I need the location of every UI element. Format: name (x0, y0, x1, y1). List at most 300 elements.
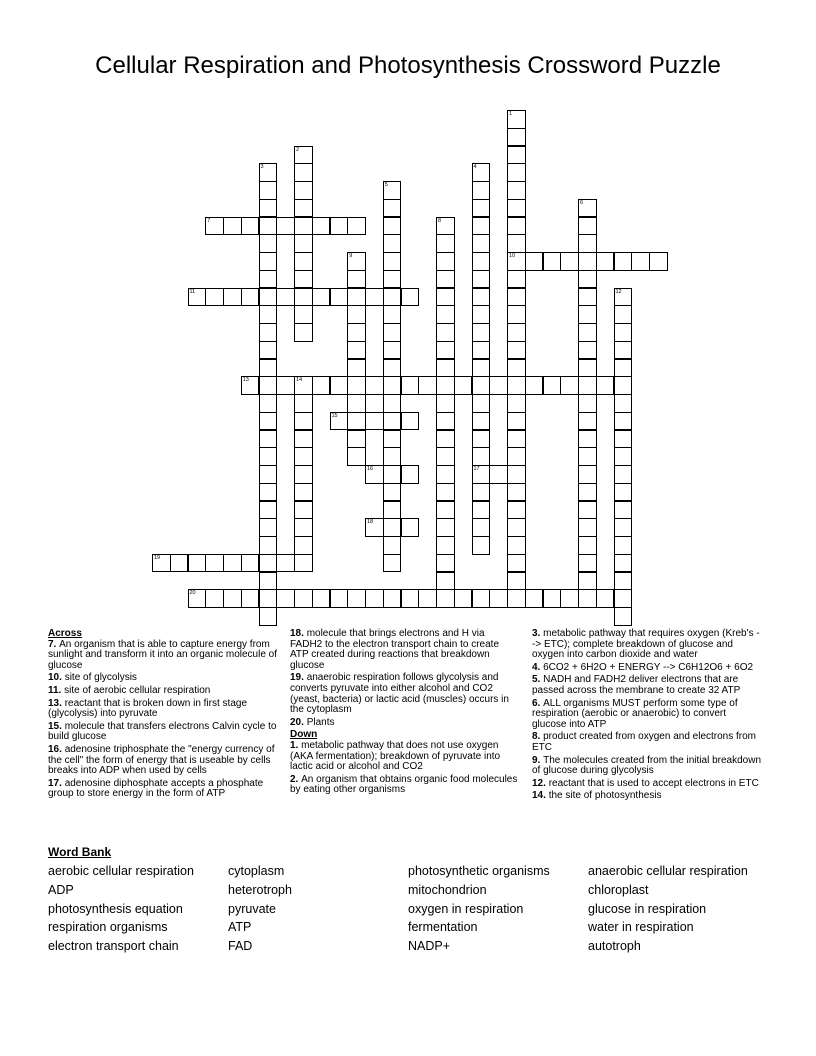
grid-cell[interactable] (383, 234, 402, 253)
grid-cell[interactable] (347, 341, 366, 360)
grid-cell[interactable] (507, 199, 526, 218)
grid-cell[interactable] (436, 288, 455, 307)
grid-cell[interactable] (347, 323, 366, 342)
grid-cell[interactable] (454, 589, 473, 608)
grid-cell[interactable] (383, 323, 402, 342)
grid-cell[interactable] (312, 217, 331, 236)
grid-cell[interactable] (578, 465, 597, 484)
grid-cell[interactable] (525, 589, 544, 608)
grid-cell[interactable] (472, 199, 491, 218)
grid-cell[interactable] (241, 288, 260, 307)
grid-cell[interactable] (294, 447, 313, 466)
grid-cell[interactable] (294, 270, 313, 289)
grid-cell[interactable] (436, 518, 455, 537)
clue-number: 3 (260, 164, 264, 171)
grid-cell[interactable] (472, 359, 491, 378)
grid-cell[interactable] (472, 252, 491, 271)
grid-cell[interactable] (436, 376, 455, 395)
grid-cell[interactable] (294, 501, 313, 520)
grid-cell[interactable] (436, 483, 455, 502)
grid-cell[interactable] (383, 288, 402, 307)
grid-cell[interactable] (614, 518, 633, 537)
grid-cell[interactable] (578, 447, 597, 466)
grid-cell[interactable] (436, 359, 455, 378)
grid-cell[interactable] (614, 394, 633, 413)
grid-cell[interactable] (170, 554, 189, 573)
grid-cell[interactable] (578, 341, 597, 360)
grid-cell[interactable] (294, 554, 313, 573)
grid-cell[interactable] (436, 465, 455, 484)
grid-cell[interactable] (525, 252, 544, 271)
grid-cell[interactable] (436, 234, 455, 253)
down-clue: 9. The molecules created from the initial breakdown of glucose during glycolysis (532, 754, 762, 777)
across-clue: 20. Plants (290, 716, 335, 728)
grid-cell[interactable] (614, 252, 633, 271)
grid-cell[interactable] (383, 412, 402, 431)
grid-cell[interactable] (543, 376, 562, 395)
grid-cell[interactable] (365, 589, 384, 608)
grid-cell[interactable] (188, 288, 207, 307)
grid-cell[interactable] (347, 270, 366, 289)
grid-cell[interactable] (259, 359, 278, 378)
across-clue: 10. site of glycolysis (48, 672, 137, 684)
grid-cell[interactable] (472, 412, 491, 431)
grid-cell[interactable] (259, 430, 278, 449)
clue-number: 12 (615, 288, 622, 295)
grid-cell[interactable] (436, 252, 455, 271)
grid-cell[interactable] (436, 341, 455, 360)
grid-cell[interactable] (276, 589, 295, 608)
grid-cell[interactable] (578, 430, 597, 449)
grid-cell[interactable] (347, 430, 366, 449)
grid-cell[interactable] (223, 554, 242, 573)
grid-cell[interactable] (418, 589, 437, 608)
clue-number: 9 (349, 253, 353, 259)
grid-cell[interactable] (472, 217, 491, 236)
grid-cell[interactable] (472, 376, 491, 395)
clue-number: 11 (189, 288, 196, 295)
grid-cell[interactable] (152, 554, 171, 573)
grid-cell[interactable] (436, 412, 455, 431)
grid-cell[interactable] (507, 323, 526, 342)
grid-cell[interactable] (436, 536, 455, 555)
grid-cell[interactable] (578, 323, 597, 342)
grid-cell[interactable] (365, 376, 384, 395)
grid-cell[interactable] (259, 163, 278, 182)
grid-cell[interactable] (614, 447, 633, 466)
grid-cell[interactable] (330, 376, 349, 395)
clues-col-1 (48, 629, 278, 802)
grid-cell[interactable] (631, 252, 650, 271)
grid-cell[interactable] (507, 146, 526, 165)
grid-cell[interactable] (614, 501, 633, 520)
grid-cell[interactable] (596, 589, 615, 608)
grid-cell[interactable] (365, 465, 384, 484)
grid-cell[interactable] (472, 394, 491, 413)
grid-cell[interactable] (472, 341, 491, 360)
grid-cell[interactable] (507, 376, 526, 395)
grid-cell[interactable] (383, 341, 402, 360)
grid-cell[interactable] (259, 501, 278, 520)
grid-cell[interactable] (259, 412, 278, 431)
grid-cell[interactable] (347, 217, 366, 236)
grid-cell[interactable] (401, 376, 420, 395)
grid-cell[interactable] (649, 252, 668, 271)
grid-cell[interactable] (294, 465, 313, 484)
grid-cell[interactable] (507, 501, 526, 520)
grid-cell[interactable] (294, 252, 313, 271)
grid-cell[interactable] (259, 536, 278, 555)
grid-cell[interactable] (294, 288, 313, 307)
grid-cell[interactable] (560, 589, 579, 608)
grid-cell[interactable] (578, 234, 597, 253)
grid-cell[interactable] (401, 518, 420, 537)
grid-cell[interactable] (223, 589, 242, 608)
word-bank-item: oxygen in respiration (408, 901, 524, 916)
grid-cell[interactable] (347, 412, 366, 431)
grid-cell[interactable] (578, 252, 597, 271)
grid-cell[interactable] (294, 323, 313, 342)
grid-cell[interactable] (436, 323, 455, 342)
grid-cell[interactable] (259, 447, 278, 466)
grid-cell[interactable] (259, 572, 278, 591)
grid-cell[interactable] (347, 376, 366, 395)
grid-cell[interactable] (507, 518, 526, 537)
grid-cell[interactable] (259, 465, 278, 484)
grid-cell[interactable] (614, 465, 633, 484)
grid-cell[interactable] (472, 288, 491, 307)
grid-cell[interactable] (276, 554, 295, 573)
word-bank-item: cytoplasm (228, 864, 285, 878)
grid-cell[interactable] (614, 341, 633, 360)
grid-cell[interactable] (507, 447, 526, 466)
grid-cell[interactable] (578, 412, 597, 431)
grid-cell[interactable] (614, 589, 633, 608)
grid-cell[interactable] (294, 181, 313, 200)
grid-cell[interactable] (472, 501, 491, 520)
grid-cell[interactable] (294, 412, 313, 431)
grid-cell[interactable] (614, 359, 633, 378)
grid-cell[interactable] (383, 518, 402, 537)
grid-cell[interactable] (507, 394, 526, 413)
grid-cell[interactable] (507, 181, 526, 200)
grid-cell[interactable] (436, 501, 455, 520)
grid-cell[interactable] (259, 234, 278, 253)
grid-cell[interactable] (614, 483, 633, 502)
grid-cell[interactable] (383, 501, 402, 520)
grid-cell[interactable] (472, 447, 491, 466)
grid-cell[interactable] (294, 518, 313, 537)
grid-cell[interactable] (507, 536, 526, 555)
grid-cell[interactable] (294, 376, 313, 395)
grid-cell[interactable] (596, 252, 615, 271)
grid-cell[interactable] (294, 146, 313, 165)
clue-number: 20 (189, 590, 196, 597)
grid-cell[interactable] (436, 447, 455, 466)
word-bank-item: photosynthetic organisms (408, 864, 550, 878)
word-bank-item: glucose in respiration (588, 901, 707, 916)
grid-cell[interactable] (383, 430, 402, 449)
word-bank-item: pyruvate (228, 901, 276, 916)
grid-cell[interactable] (259, 217, 278, 236)
word-bank-item: heterotroph (228, 882, 292, 897)
grid-cell[interactable] (614, 288, 633, 307)
grid-cell[interactable] (578, 359, 597, 378)
grid-cell[interactable] (383, 270, 402, 289)
grid-cell[interactable] (383, 394, 402, 413)
across-clue: 7. An organism that is able to capture energy from sunlight and transform it into an organic molecule of glucose (48, 638, 278, 671)
grid-cell[interactable] (560, 252, 579, 271)
grid-cell[interactable] (259, 199, 278, 218)
grid-cell[interactable] (578, 288, 597, 307)
grid-cell[interactable] (294, 483, 313, 502)
across-clue: 13. reactant that is broken down in first stage (glycolysis) into pyruvate (48, 697, 248, 720)
grid-cell[interactable] (383, 589, 402, 608)
grid-cell[interactable] (507, 465, 526, 484)
grid-cell[interactable] (259, 341, 278, 360)
grid-cell[interactable] (259, 270, 278, 289)
grid-cell[interactable] (543, 589, 562, 608)
grid-cell[interactable] (347, 447, 366, 466)
grid-cell[interactable] (383, 465, 402, 484)
grid-cell[interactable] (507, 430, 526, 449)
grid-cell[interactable] (578, 270, 597, 289)
grid-cell[interactable] (241, 589, 260, 608)
grid-cell[interactable] (259, 589, 278, 608)
grid-cell[interactable] (436, 394, 455, 413)
grid-cell[interactable] (259, 252, 278, 271)
grid-cell[interactable] (383, 252, 402, 271)
grid-cell[interactable] (259, 518, 278, 537)
down-clue-list-1 (290, 741, 518, 796)
grid-cell[interactable] (472, 305, 491, 324)
grid-cell[interactable] (294, 163, 313, 182)
grid-cell[interactable] (472, 483, 491, 502)
grid-cell[interactable] (507, 341, 526, 360)
grid-cell[interactable] (205, 554, 224, 573)
grid-cell[interactable] (347, 252, 366, 271)
grid-cell[interactable] (507, 270, 526, 289)
grid-cell[interactable] (614, 376, 633, 395)
grid-cell[interactable] (578, 518, 597, 537)
across-header: Across (48, 628, 82, 639)
grid-cell[interactable] (259, 483, 278, 502)
clue-number: 17 (473, 466, 480, 472)
grid-cell[interactable] (383, 181, 402, 200)
grid-cell[interactable] (507, 554, 526, 573)
grid-cell[interactable] (596, 376, 615, 395)
grid-cell[interactable] (383, 483, 402, 502)
grid-cell[interactable] (347, 288, 366, 307)
grid-cell[interactable] (294, 430, 313, 449)
across-clue: 17. adenosine diphosphate accepts a phosphate group to store energy in the form of ATP (48, 777, 264, 800)
grid-cell[interactable] (383, 536, 402, 555)
grid-cell[interactable] (312, 288, 331, 307)
grid-cell[interactable] (578, 199, 597, 218)
grid-cell[interactable] (294, 234, 313, 253)
grid-cell[interactable] (472, 518, 491, 537)
grid-cell[interactable] (241, 217, 260, 236)
grid-cell[interactable] (188, 589, 207, 608)
grid-cell[interactable] (578, 305, 597, 324)
grid-cell[interactable] (507, 589, 526, 608)
grid-cell[interactable] (205, 288, 224, 307)
grid-cell[interactable] (472, 181, 491, 200)
grid-cell[interactable] (294, 394, 313, 413)
grid-cell[interactable] (383, 217, 402, 236)
word-bank-item: water in respiration (588, 920, 694, 935)
grid-cell[interactable] (294, 199, 313, 218)
across-clue: 19. anaerobic respiration follows glycolysis and converts pyruvate into either alcohol and CO2 (yeast, bacteria) or lactic acid (muscles) occurs in the cytoplasm (290, 672, 509, 716)
grid-cell[interactable] (259, 305, 278, 324)
grid-cell[interactable] (507, 572, 526, 591)
word-bank-item: electron transport chain (48, 939, 179, 954)
grid-cell[interactable] (330, 288, 349, 307)
word-bank-title: Word Bank (48, 845, 112, 859)
grid-cell[interactable] (489, 465, 508, 484)
grid-cell[interactable] (259, 554, 278, 573)
grid-cell[interactable] (578, 217, 597, 236)
grid-cell[interactable] (347, 394, 366, 413)
grid-cell[interactable] (578, 589, 597, 608)
grid-cell[interactable] (507, 412, 526, 431)
grid-cell[interactable] (312, 376, 331, 395)
grid-cell[interactable] (401, 412, 420, 431)
grid-cell[interactable] (383, 447, 402, 466)
grid-cell[interactable] (223, 217, 242, 236)
grid-cell[interactable] (436, 554, 455, 573)
grid-cell[interactable] (507, 359, 526, 378)
word-bank-item: FAD (228, 939, 253, 954)
grid-cell[interactable] (489, 589, 508, 608)
grid-cell[interactable] (401, 288, 420, 307)
grid-cell[interactable] (472, 163, 491, 182)
grid-cell[interactable] (436, 305, 455, 324)
grid-cell[interactable] (507, 288, 526, 307)
grid-cell[interactable] (507, 483, 526, 502)
grid-cell[interactable] (436, 589, 455, 608)
grid-cell[interactable] (276, 288, 295, 307)
grid-cell[interactable] (365, 518, 384, 537)
grid-cell[interactable] (347, 359, 366, 378)
grid-cell[interactable] (383, 554, 402, 573)
grid-cell[interactable] (259, 323, 278, 342)
grid-cell[interactable] (241, 554, 260, 573)
grid-cell[interactable] (507, 163, 526, 182)
grid-cell[interactable] (614, 607, 633, 626)
grid-cell[interactable] (259, 376, 278, 395)
grid-cell[interactable] (241, 376, 260, 395)
grid-cell[interactable] (454, 376, 473, 395)
grid-cell[interactable] (401, 589, 420, 608)
clue-number: 10 (509, 253, 516, 259)
grid-cell[interactable] (472, 234, 491, 253)
grid-cell[interactable] (578, 536, 597, 555)
grid-cell[interactable] (276, 217, 295, 236)
grid-cell[interactable] (294, 589, 313, 608)
grid-cell[interactable] (188, 554, 207, 573)
word-bank-item: ATP (228, 920, 252, 935)
grid-cell[interactable] (259, 181, 278, 200)
grid-cell[interactable] (294, 305, 313, 324)
grid-cell[interactable] (472, 536, 491, 555)
grid-cell[interactable] (365, 412, 384, 431)
grid-cell[interactable] (578, 394, 597, 413)
grid-cell[interactable] (436, 217, 455, 236)
grid-cell[interactable] (472, 323, 491, 342)
grid-cell[interactable] (507, 128, 526, 147)
grid-cell[interactable] (330, 412, 349, 431)
grid-cell[interactable] (205, 217, 224, 236)
clue-number: 8 (438, 217, 442, 224)
grid-cell[interactable] (525, 376, 544, 395)
grid-cell[interactable] (205, 589, 224, 608)
grid-cell[interactable] (383, 359, 402, 378)
grid-cell[interactable] (507, 217, 526, 236)
grid-cell[interactable] (507, 252, 526, 271)
grid-cell[interactable] (472, 465, 491, 484)
grid-cell[interactable] (472, 589, 491, 608)
grid-cell[interactable] (614, 323, 633, 342)
grid-cell[interactable] (614, 572, 633, 591)
grid-cell[interactable] (543, 252, 562, 271)
grid-cell[interactable] (614, 430, 633, 449)
grid-cell[interactable] (383, 199, 402, 218)
grid-cell[interactable] (330, 217, 349, 236)
grid-cell[interactable] (472, 270, 491, 289)
grid-cell[interactable] (259, 394, 278, 413)
down-clue: 2. An organism that obtains organic food molecules by eating other organisms (290, 773, 518, 796)
clue-number: 13 (242, 377, 249, 384)
grid-cell[interactable] (383, 305, 402, 324)
grid-cell[interactable] (614, 412, 633, 431)
grid-cell[interactable] (365, 288, 384, 307)
grid-cell[interactable] (276, 376, 295, 395)
grid-cell[interactable] (347, 305, 366, 324)
grid-cell[interactable] (401, 465, 420, 484)
grid-cell[interactable] (614, 554, 633, 573)
grid-cell[interactable] (560, 376, 579, 395)
grid-cell[interactable] (578, 483, 597, 502)
grid-cell[interactable] (614, 536, 633, 555)
grid-cell[interactable] (578, 554, 597, 573)
grid-cell[interactable] (383, 376, 402, 395)
grid-cell[interactable] (347, 589, 366, 608)
clue-number: 2 (296, 146, 300, 153)
grid-cell[interactable] (330, 589, 349, 608)
grid-cell[interactable] (436, 572, 455, 591)
grid-cell[interactable] (418, 376, 437, 395)
grid-cell[interactable] (223, 288, 242, 307)
grid-cell[interactable] (436, 430, 455, 449)
grid-cell[interactable] (578, 572, 597, 591)
grid-cell[interactable] (489, 376, 508, 395)
grid-cell[interactable] (578, 376, 597, 395)
grid-cell[interactable] (259, 288, 278, 307)
grid-cell[interactable] (312, 589, 331, 608)
grid-cell[interactable] (507, 305, 526, 324)
grid-cell[interactable] (507, 234, 526, 253)
grid-cell[interactable] (614, 305, 633, 324)
grid-cell[interactable] (578, 501, 597, 520)
grid-cell[interactable] (259, 607, 278, 626)
grid-cell[interactable] (472, 430, 491, 449)
grid-cell[interactable] (294, 536, 313, 555)
grid-cell[interactable] (294, 217, 313, 236)
grid-cell[interactable] (436, 270, 455, 289)
clue-number: 7 (207, 217, 211, 224)
grid-cell[interactable] (507, 110, 526, 129)
